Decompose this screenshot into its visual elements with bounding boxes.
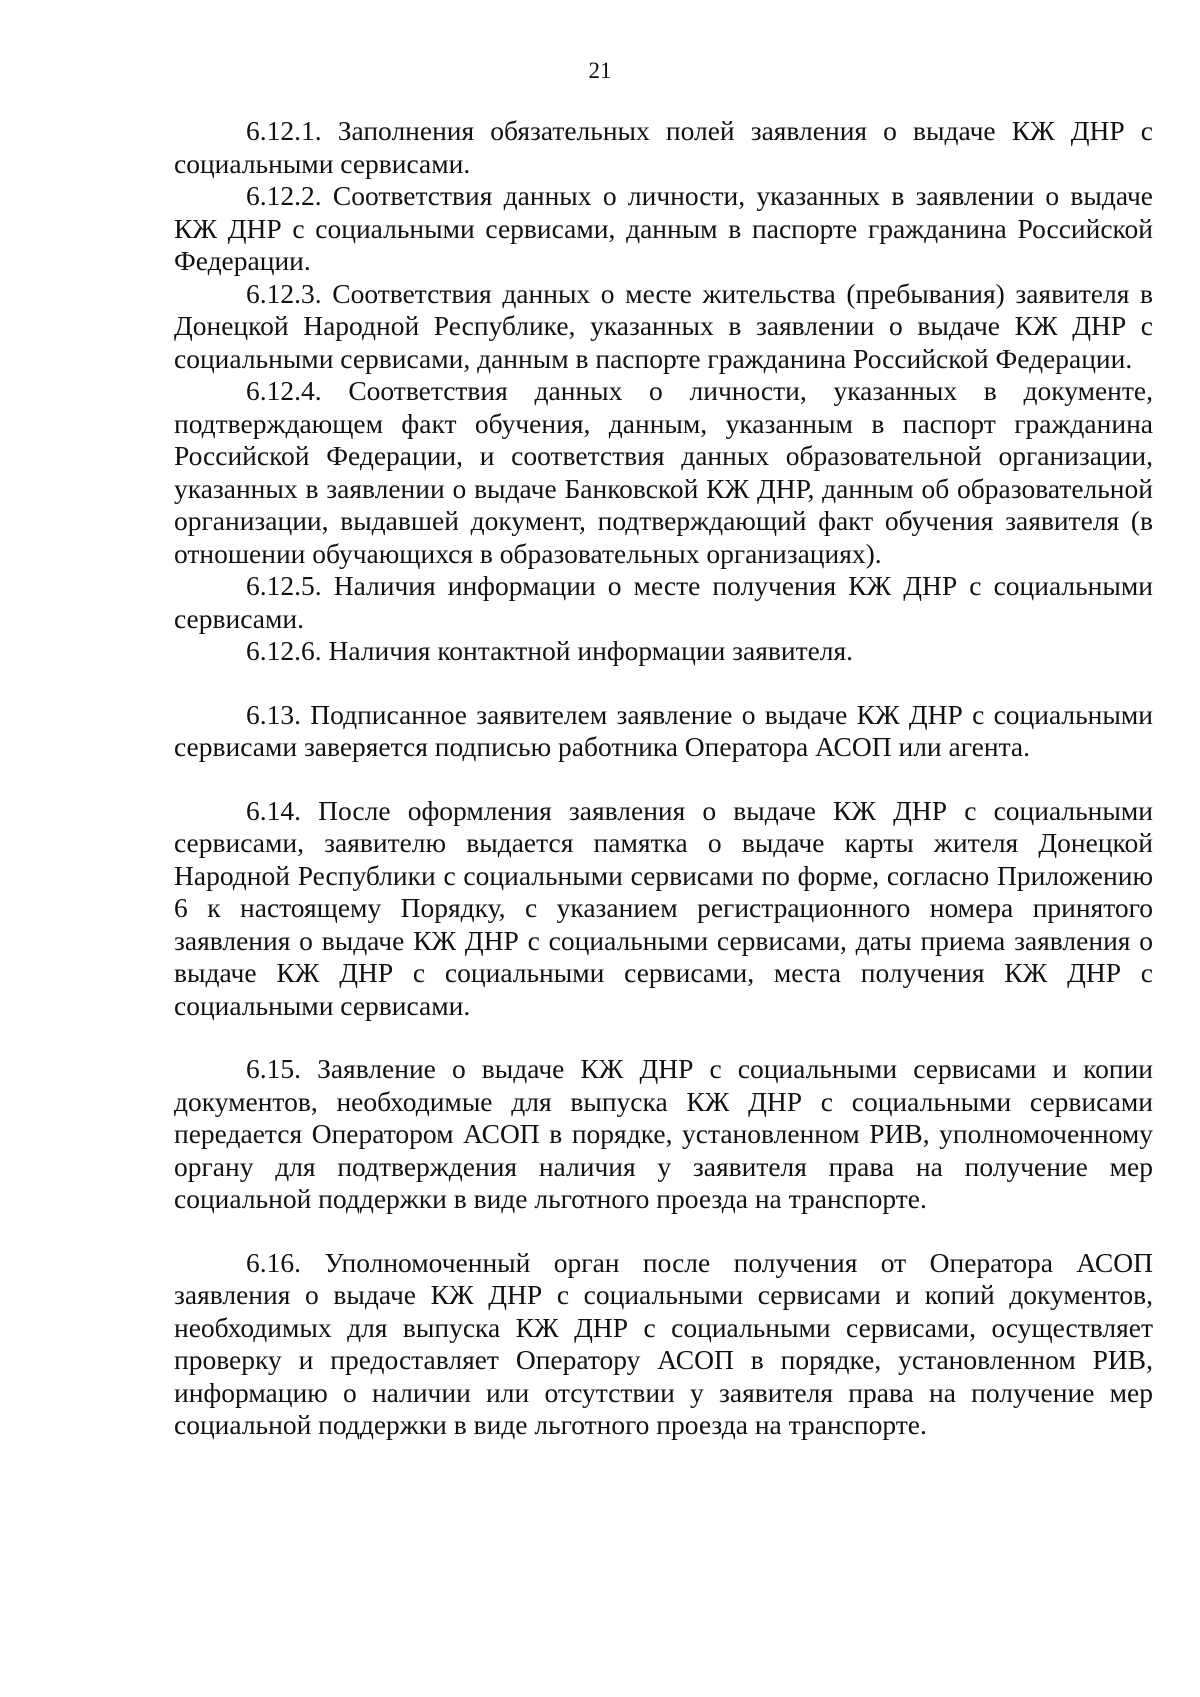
document-body — [174, 115, 1153, 1442]
paragraph-6-12-2: 6.12.2. Соответствия данных о личности, указанных в заявлении о выдаче КЖ ДНР с социальными сервисами, данным в паспорте гражданина Российской Федерации. — [174, 180, 1153, 276]
paragraph-6-12-6: 6.12.6. Наличия контактной информации заявителя. — [246, 635, 854, 666]
paragraph-6-12-3: 6.12.3. Соответствия данных о месте жительства (пребывания) заявителя в Донецкой Народной Республике, указанных в заявлении о выдаче КЖ ДНР с социальными сервисами, данным в паспорте гражданина Российской Федерации. — [174, 277, 1153, 374]
paragraph-6-12-1: 6.12.1. Заполнения обязательных полей заявления о выдаче КЖ ДНР с социальными сервисами. — [174, 115, 1153, 179]
page-number: 21 — [588, 58, 612, 83]
paragraph-6-13: 6.13. Подписанное заявителем заявление о выдаче КЖ ДНР с социальными сервисами заверяется подписью работника Оператора АСОП или агента. — [174, 698, 1153, 762]
paragraph-6-15: 6.15. Заявление о выдаче КЖ ДНР с социальными сервисами и копии документов, необходимые для выпуска КЖ ДНР с социальными сервисами передается Оператором АСОП в порядке, установленном РИВ, уполномоченному органу для подтверждения наличия у заявителя права на получение мер социальной поддержки в виде льготного проезда на транспорте. — [174, 1053, 1153, 1214]
paragraph-6-12-4: 6.12.4. Соответствия данных о личности, указанных в документе, подтверждающем факт обучения, данным, указанным в паспорт гражданина Российской Федерации, и соответствия данных образовательной организации, указанных в заявлении о выдаче Банковской КЖ ДНР, данным об образовательной организации, выдавшей документ, подтверждающий факт обучения заявителя (в отношении обучающихся в образовательных организациях). — [174, 375, 1153, 569]
paragraph-6-16: 6.16. Уполномоченный орган после получения от Оператора АСОП заявления о выдаче КЖ ДНР с социальными сервисами и копий документов, необходимых для выпуска КЖ ДНР с социальными сервисами, осуществляет проверку и предоставляет Оператору АСОП в порядке, установленном РИВ, информацию о наличии или отсутствии у заявителя права на получение мер социальной поддержки в виде льготного проезда на транспорте. — [174, 1246, 1153, 1440]
paragraph-6-12-5: 6.12.5. Наличия информации о месте получения КЖ ДНР с социальными сервисами. — [174, 570, 1153, 634]
paragraph-6-14: 6.14. После оформления заявления о выдаче КЖ ДНР с социальными сервисами, заявителю выдается памятка о выдаче карты жителя Донецкой Народной Республики с социальными сервисами по форме, согласно Приложению 6 к настоящему Порядку, с указанием регистрационного номера принятого заявления о выдаче КЖ ДНР с социальными сервисами, даты приема заявления о выдаче КЖ ДНР с социальными сервисами, места получения КЖ ДНР с социальными сервисами. — [174, 794, 1153, 1021]
